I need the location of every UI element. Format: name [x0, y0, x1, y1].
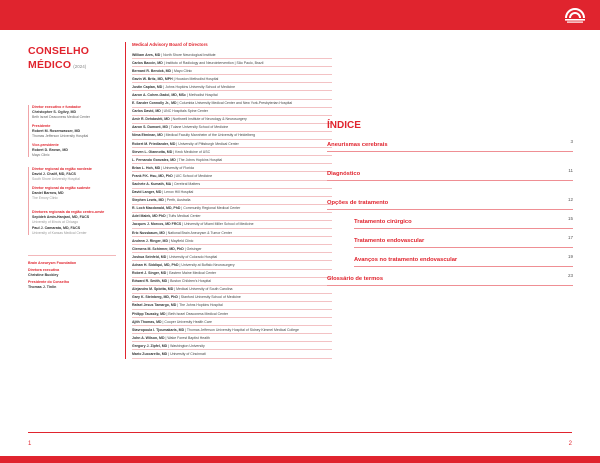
foundation-exec-label: Diretora executiva	[28, 268, 60, 272]
board-member-institution: Geisinger	[186, 246, 202, 251]
board-member-name: Gavin W. Britz, MD, MPH	[132, 76, 173, 81]
board-member-institution: Medical Faculty Mannheim of the University of Heidelberg	[165, 133, 256, 138]
officer-institution: South Shore University Hospital	[32, 176, 80, 181]
toc-entry-page: 15	[567, 216, 573, 221]
board-member-institution: The Johns Hopkins Hospital	[179, 303, 223, 308]
board-member	[132, 116, 332, 124]
board-member-institution: Eastern Maine Medical Center	[169, 271, 217, 276]
toc-entry-label: Aneurismas cerebrais	[327, 142, 388, 148]
board-member-name: R. Loch Macdonald, MD, PhD	[132, 206, 181, 211]
board-member-name: Amir R. Dehdashti, MD	[132, 117, 170, 122]
separator: |	[167, 125, 171, 130]
board-member	[132, 140, 332, 148]
board-member-institution: Thomas Jefferson University Hospital of Sidney Kimmel Medical College	[186, 327, 299, 332]
board-member-institution: Mayfield Clinic	[170, 238, 194, 243]
toc-entry-label: Glossário de termos	[327, 276, 384, 282]
board-member	[132, 197, 332, 205]
officer-name: Robert D. Brown, MD	[32, 148, 68, 152]
board-member	[132, 91, 332, 99]
separator: |	[162, 84, 166, 89]
toc-entry-page: 11	[568, 168, 573, 173]
board-member	[132, 124, 332, 132]
separator: |	[169, 117, 173, 122]
toc-entry-page: 17	[567, 235, 573, 240]
board-member-institution: Lenox Hill Hospital	[164, 190, 194, 195]
board-member	[132, 245, 332, 253]
toc-entry[interactable]	[327, 139, 573, 152]
toc-heading: ÍNDICE	[327, 120, 361, 131]
officer-institution: University of Kansas Medical Center	[32, 230, 87, 235]
separator: |	[178, 262, 182, 267]
separator: |	[161, 319, 165, 324]
board-member-name: Andrew J. Ringer, MD	[132, 238, 168, 243]
board-member-name: Robert M. Friedlander, MD	[132, 141, 176, 146]
bottom-banner	[0, 456, 600, 463]
officer-name: Christopher S. Ogilvy, MD	[32, 110, 77, 114]
board-member-name: Robert J. Singer, MD	[132, 271, 167, 276]
board-member-name: L. Fernando Gonzalez, MD	[132, 157, 176, 162]
board-member-institution: University of Colorado Hospital	[169, 254, 218, 259]
officer-institution: University of Illinois at Chicago	[32, 219, 79, 224]
board-member	[132, 67, 332, 75]
board-member	[132, 205, 332, 213]
board-member-name: Brian L. Hoh, MD	[132, 165, 161, 170]
separator: |	[167, 238, 171, 243]
separator: |	[160, 165, 164, 170]
board-member-institution: Johns Hopkins University School of Medicine	[165, 84, 236, 89]
board-member	[132, 59, 332, 67]
board-member	[132, 189, 332, 197]
board-member-name: Rafael Jesus Tamargo, MD	[132, 303, 177, 308]
council-year: (2024)	[73, 64, 87, 69]
board-member	[132, 132, 332, 140]
toc-subentry[interactable]	[354, 216, 573, 229]
toc-entry[interactable]	[327, 197, 573, 210]
board-member-institution: UNC Hospitals Spine Center	[163, 109, 209, 114]
board-member-institution: Community Regional Medical Center	[183, 206, 241, 211]
board-member	[132, 350, 332, 358]
board-member-name: Mario Zuccarello, MD	[132, 351, 168, 356]
separator: |	[166, 271, 170, 276]
toc-entry-page: 3	[570, 139, 573, 144]
board-member-institution: Washington University	[170, 343, 205, 348]
board-member-name: Gregory J. Zipfel, MD	[132, 343, 168, 348]
council-officers	[28, 100, 116, 294]
board-member-name: Jacques J. Morcos, MD FRCS	[132, 222, 182, 227]
separator: |	[183, 246, 187, 251]
separator: |	[167, 351, 171, 356]
foundation-chair-label: Presidente do Conselho	[28, 279, 70, 284]
board-member-name: Alejandro M. Spiotta, MD	[132, 287, 174, 292]
board-member	[132, 148, 332, 156]
separator: |	[176, 101, 180, 106]
divider	[28, 255, 116, 256]
separator: |	[173, 287, 177, 292]
toc-subentry[interactable]	[354, 254, 573, 267]
foundation-chair-name: Thomas J. Tinlin	[28, 284, 57, 289]
board-member-institution: Stanford University School of Medicine	[180, 295, 241, 300]
board-member-name: Frank P.K. Hsu, MD, PhD	[132, 173, 173, 178]
separator: |	[172, 76, 176, 81]
board-member-name: Eric Nussbaum, MD	[132, 230, 165, 235]
separator: |	[160, 52, 164, 57]
board-member-institution: UIC School of Medicine	[175, 173, 213, 178]
board-member	[132, 237, 332, 245]
board-member	[132, 83, 332, 91]
separator: |	[172, 173, 176, 178]
page-number-right: 2	[568, 441, 572, 447]
board-member-institution: Columbia University Medical Center and New York-Presbyterian Hospital	[179, 101, 293, 106]
board-member-name: Stephen Lewis, MD	[132, 198, 164, 203]
board-member-institution: Cooper University Health Care	[164, 319, 212, 324]
officer-heading: Diretores regionais da região centro-oeste	[32, 210, 105, 214]
board-member-institution: Wake Forest Baptist Health	[167, 335, 210, 340]
toc-entry-page: 19	[567, 254, 573, 259]
board-member	[132, 100, 332, 108]
board-member-name: Gary K. Steinberg, MD, PhD	[132, 295, 178, 300]
board-member-name: John A. Wilson, MD	[132, 335, 165, 340]
board-member	[132, 221, 332, 229]
separator: |	[184, 327, 187, 332]
foundation-group	[28, 261, 116, 289]
officers-group-main	[28, 105, 116, 157]
top-banner	[0, 0, 600, 30]
board-member-name: Carlos David, MD	[132, 109, 161, 114]
toc-entry-page: 12	[567, 197, 573, 202]
board-member-list	[132, 51, 332, 359]
board-member-institution: Tulane University School of Medicine	[170, 125, 229, 130]
board-member-name: Carlos Baccin, MD	[132, 60, 163, 65]
board-member-institution: Methodist Hospital	[188, 92, 218, 97]
board-member-institution: University of Miami Miller School of Medicine	[184, 222, 254, 227]
board-member-institution: Beth Israel Deaconess Medical Center	[168, 311, 229, 316]
toc-entry-page: 23	[567, 273, 573, 278]
board-member-institution: Mayo Clinic	[173, 68, 193, 73]
board-member-institution: The Johns Hopkins Hospital	[178, 157, 223, 162]
board-member-institution: University at Buffalo Neurosurgery	[181, 262, 235, 267]
council-title-line2: MÉDICO	[28, 59, 72, 71]
officer-name: Daniel Barrow, MD	[32, 191, 64, 195]
board-member-name: Clemens M. Schirmer, MD, PhD	[132, 246, 184, 251]
board-member-institution: University of Florida	[163, 165, 194, 170]
board-member-institution: University of Cincinnati	[170, 351, 206, 356]
officer-name: Robert M. Rosenwasser, MD	[32, 129, 81, 133]
board-member	[132, 294, 332, 302]
foundation-exec-name: Christine Buckley	[28, 273, 59, 277]
officer-institution: Mayo Clinic	[32, 152, 50, 157]
separator: |	[163, 198, 167, 203]
toc-subentry[interactable]	[354, 235, 573, 248]
footer-rule	[28, 432, 572, 433]
separator: |	[175, 157, 179, 162]
board-member	[132, 278, 332, 286]
board-member	[132, 261, 332, 269]
board-member-name: Ajith Thomas, MD	[132, 319, 162, 324]
separator: |	[165, 214, 169, 219]
board-member-institution: Northwell Institute of Neurology & Neurosurgery	[172, 117, 247, 122]
officer-heading: Diretor regional da região sudeste	[32, 186, 91, 190]
table-of-contents	[327, 120, 573, 286]
officer-heading: Diretor regional da região nordeste	[32, 167, 92, 171]
officer-institution: Beth Israel Deaconess Medical Center	[32, 114, 90, 119]
board-member-name: Adnan H. Siddiqui, MD, PhD	[132, 262, 179, 267]
board-member-institution: Tufts Medical Center	[168, 214, 201, 219]
board-member-institution: North Shore Neurological Institute	[163, 52, 216, 57]
separator: |	[172, 149, 176, 154]
board-member	[132, 302, 332, 310]
board-member-institution: Medical University of South Carolina	[176, 287, 233, 292]
board-member	[132, 75, 332, 83]
separator: |	[175, 141, 179, 146]
separator: |	[165, 311, 169, 316]
board-member-institution: Houston Methodist Hospital	[175, 76, 219, 81]
board-member-institution: Boston Children's Hospital	[170, 279, 212, 284]
council-title-line1: CONSELHO	[28, 45, 90, 57]
board-member	[132, 253, 332, 261]
board-member-name: Bernard R. Bendok, MD	[132, 68, 172, 73]
board-member-name: David Langer, MD	[132, 190, 162, 195]
officers-group-regional	[28, 167, 116, 235]
toc-entry-label: Diagnóstico	[327, 171, 361, 177]
board-member	[132, 164, 332, 172]
toc-entry-label: Opções de tratamento	[327, 200, 389, 206]
board-member	[132, 310, 332, 318]
board-member	[132, 108, 332, 116]
board-member-name: Stavropoula I. Tjoumakaris, MD	[132, 327, 185, 332]
board-member-name: Aaron S. Dumont, MD	[132, 125, 168, 130]
officer-heading: Vice-presidente	[32, 143, 59, 147]
toc-entry-label: Tratamento endovascular	[354, 238, 425, 244]
separator: |	[167, 343, 171, 348]
board-member	[132, 181, 332, 189]
foundation-title: Brain Aneurysm Foundation	[28, 261, 77, 265]
separator: |	[161, 190, 165, 195]
advisory-board	[125, 42, 332, 359]
separator: |	[164, 335, 168, 340]
separator: |	[162, 60, 166, 65]
board-member	[132, 318, 332, 326]
board-member-name: Sachete A. Kumath, MA	[132, 182, 172, 186]
officer-heading: Presidente	[32, 124, 51, 128]
separator: |	[180, 206, 184, 211]
separator: |	[164, 230, 168, 235]
board-member-name: William Ares, MD	[132, 52, 161, 57]
board-member-name: E. Sander Connolly Jr., MD	[132, 101, 177, 106]
board-member-institution: Cerebral Matters	[174, 182, 201, 186]
board-member	[132, 334, 332, 342]
board-member	[132, 51, 332, 59]
board-member-name: Aaron A. Cohen-Gadol, MD, MSc	[132, 92, 186, 97]
board-member-name: Joshua Seinfeld, MD	[132, 254, 167, 259]
officer-name: Paul J. Camarata, MD, FACS	[32, 226, 81, 230]
toc-entry-label: Avanços no tratamento endovascular	[354, 257, 458, 263]
toc-entry-label: Tratamento cirúrgico	[354, 219, 412, 225]
board-member-name: Adel Malek, MD PhD	[132, 214, 166, 219]
officer-heading: Diretor executivo e fundador	[32, 105, 81, 109]
board-member	[132, 342, 332, 350]
board-member-name: Steven L. Giannotta, MD	[132, 149, 173, 154]
board-member-name: Edward R. Smith, MD	[132, 279, 168, 284]
council-title	[28, 44, 89, 74]
page-number-left: 1	[28, 441, 32, 447]
separator: |	[166, 254, 170, 259]
officer-institution: The Emory Clinic	[32, 195, 58, 200]
separator: |	[181, 222, 185, 227]
board-heading: Medical Advisory Board of Directors	[132, 42, 208, 47]
separator: |	[185, 92, 189, 97]
separator: |	[176, 303, 180, 308]
officer-name: David J. Chalif, MD, FACS	[32, 172, 76, 176]
separator: |	[162, 133, 166, 138]
board-member-institution: Perth, Australia	[166, 198, 191, 203]
board-member-institution: University of Pittsburgh Medical Center	[178, 141, 239, 146]
officer-name: Sepideh Amin-Hanjani, MD, FACS	[32, 215, 90, 219]
board-member	[132, 286, 332, 294]
toc-entry[interactable]	[327, 168, 573, 181]
board-member	[132, 156, 332, 164]
separator: |	[171, 182, 175, 186]
officer-institution: Thomas Jefferson University Hospital	[32, 133, 89, 138]
board-member-institution: Instituto of Radiology and Neurointervention | São Paulo, Brazil	[165, 60, 264, 65]
board-member-institution: National Brain Aneurysm & Tumor Center	[167, 230, 232, 235]
separator: |	[177, 295, 181, 300]
foundation-logo-icon	[564, 6, 586, 24]
separator: |	[160, 109, 164, 114]
separator: |	[167, 279, 171, 284]
board-member	[132, 229, 332, 237]
board-member	[132, 270, 332, 278]
board-member	[132, 326, 332, 334]
board-member	[132, 172, 332, 180]
separator: |	[171, 68, 174, 73]
board-member-name: Philipp Taussky, MD	[132, 311, 166, 316]
board-member-name: Nima Etminan, MD	[132, 133, 163, 138]
board-member	[132, 213, 332, 221]
toc-entry[interactable]	[327, 273, 573, 286]
board-member-institution: Keck Medicine of USC	[175, 149, 211, 154]
board-member-name: Justin Caplan, MD	[132, 84, 163, 89]
